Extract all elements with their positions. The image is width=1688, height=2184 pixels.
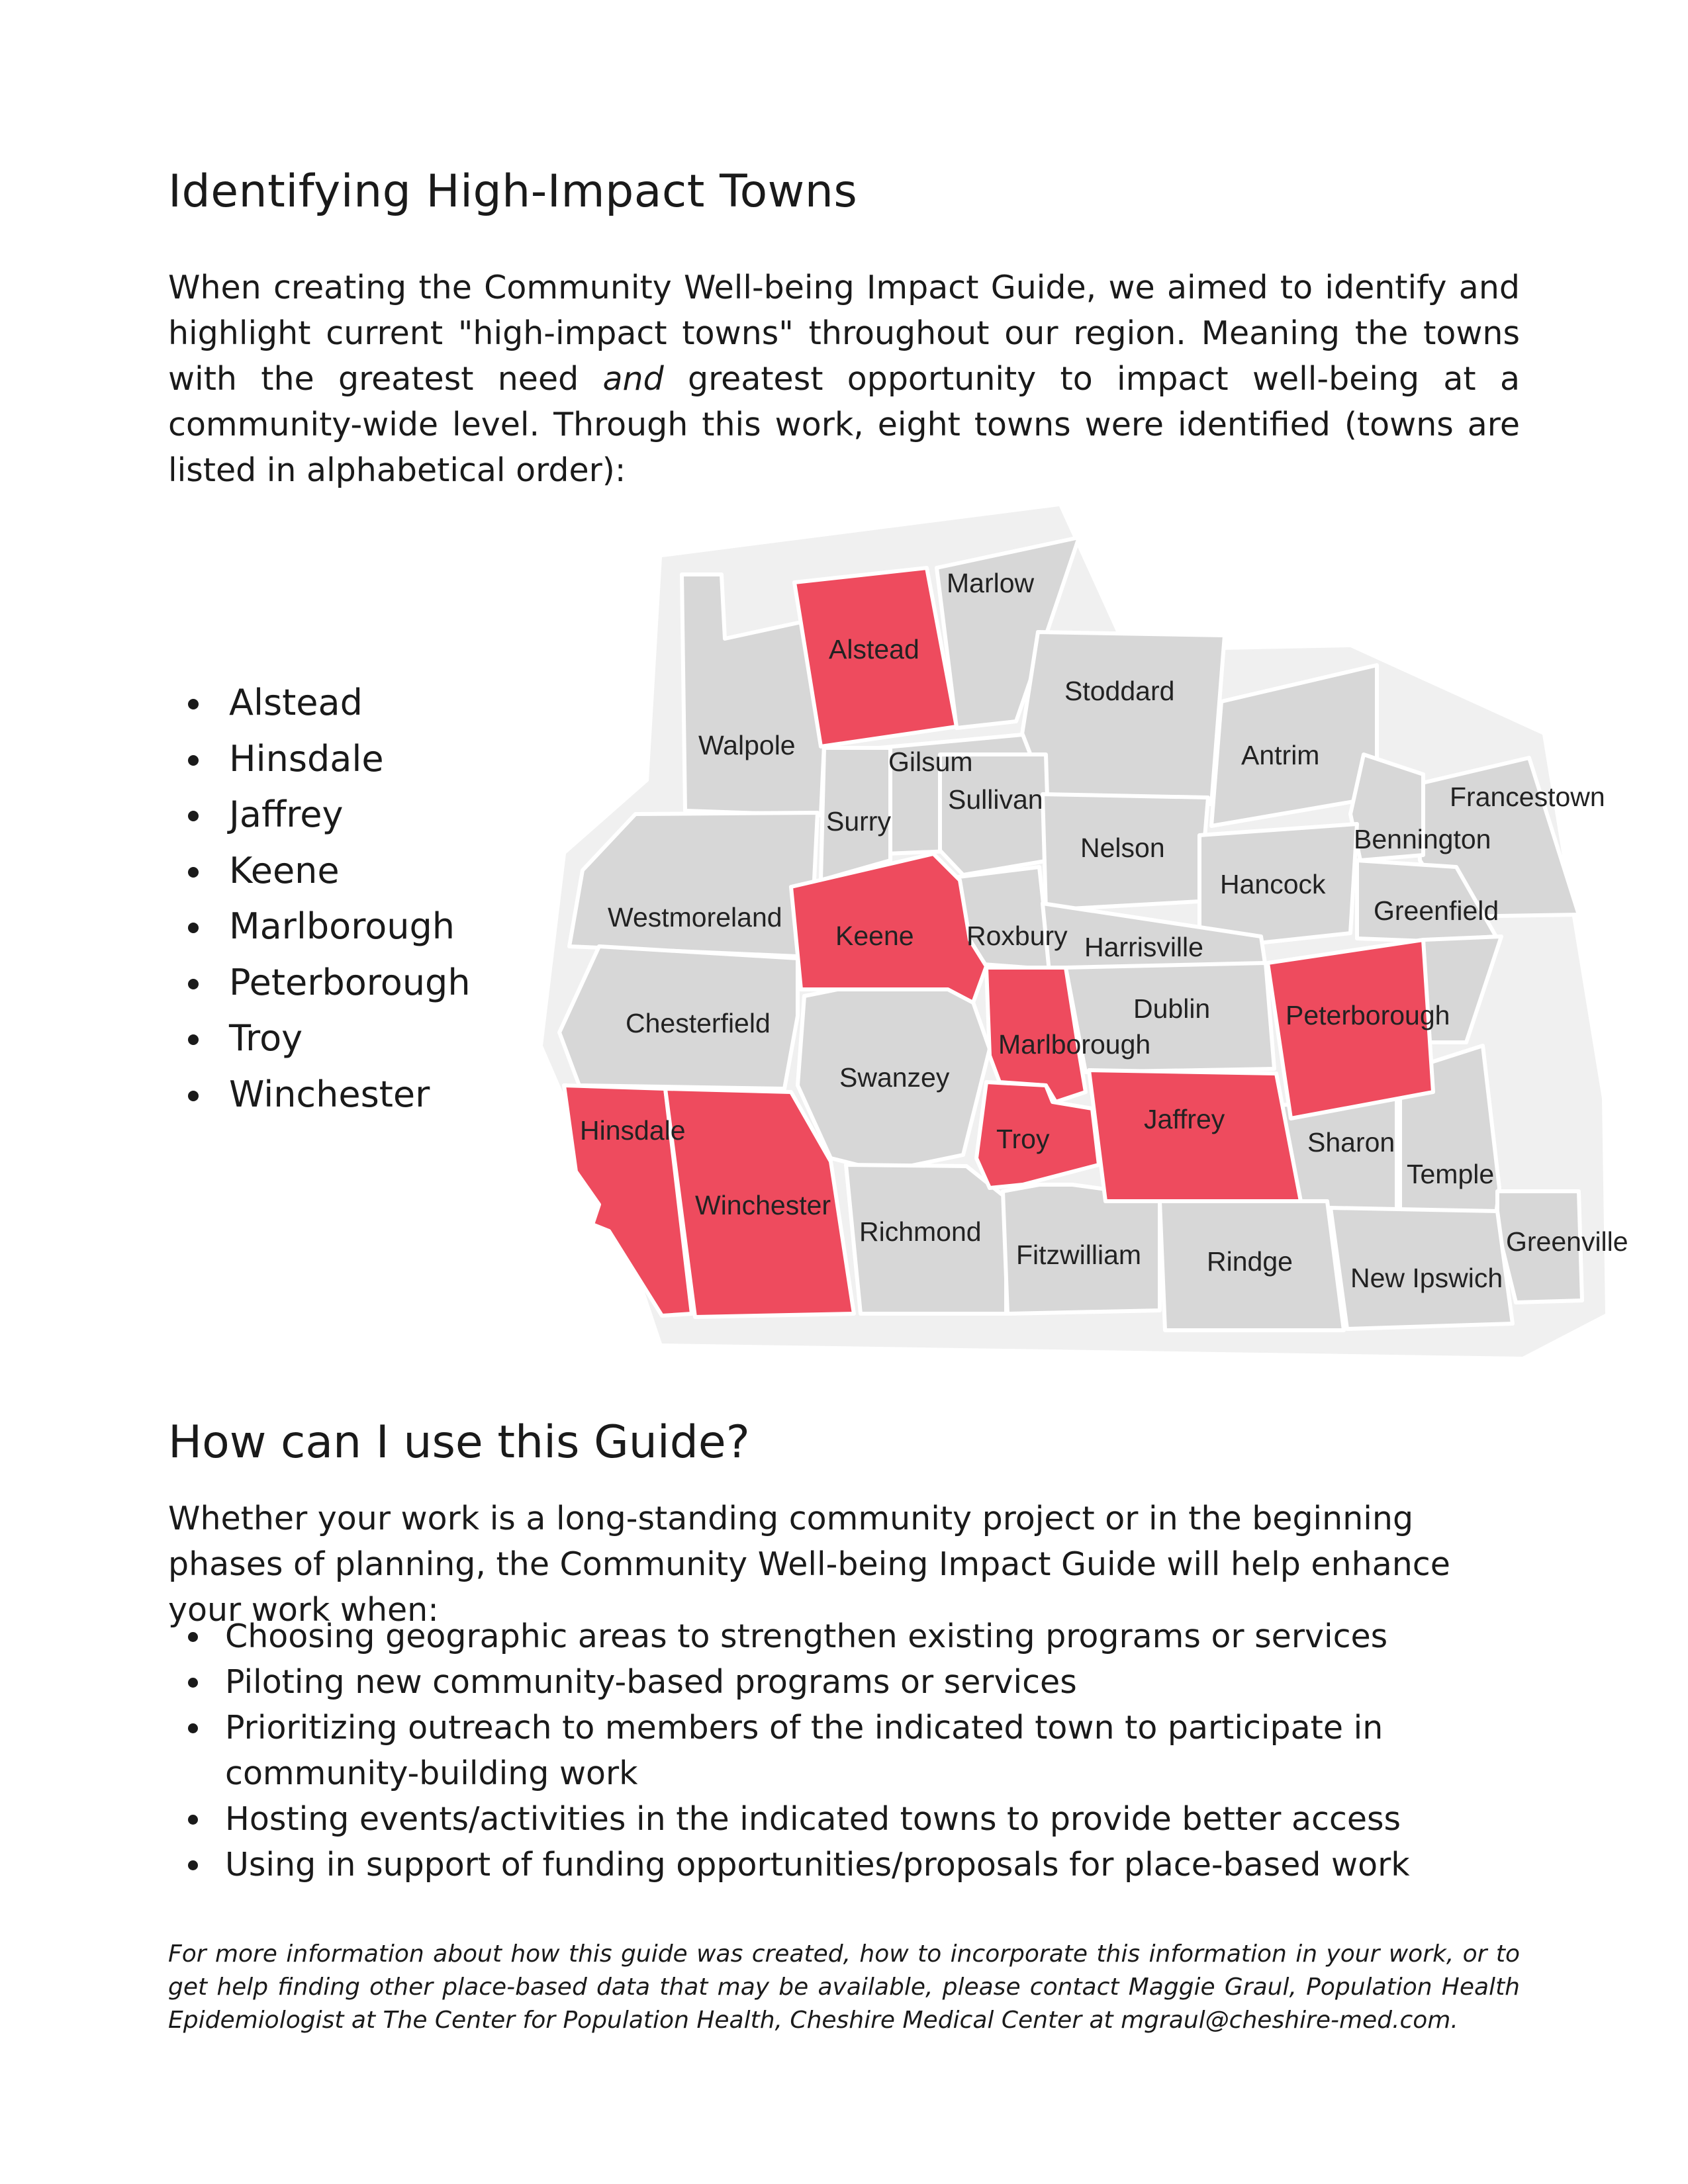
map-label-roxbury: Roxbury bbox=[966, 921, 1068, 951]
map-label-keene: Keene bbox=[835, 921, 914, 951]
map-town-jaffrey[interactable] bbox=[1089, 1070, 1301, 1201]
map-label-nelson: Nelson bbox=[1080, 833, 1165, 863]
map-label-rindge: Rindge bbox=[1207, 1246, 1293, 1277]
use-list-item: Prioritizing outreach to members of the indicated town to participate in community-building work bbox=[168, 1705, 1520, 1796]
town-list-item: Marlborough bbox=[168, 899, 471, 955]
intro-paragraph bbox=[168, 265, 1520, 493]
map-label-gilsum: Gilsum bbox=[888, 747, 973, 777]
map-label-sullivan: Sullivan bbox=[948, 784, 1043, 815]
map-label-swanzey: Swanzey bbox=[839, 1062, 950, 1093]
map-label-winchester: Winchester bbox=[695, 1190, 831, 1220]
map-label-greenville: Greenville bbox=[1506, 1226, 1628, 1257]
map-label-bennington: Bennington bbox=[1354, 824, 1491, 854]
intro-text-1: When creating the Community Well-being Impact Guide, we aimed to identify and highlight current "high-impact towns" throughout our region. Meaning the towns with the greatest need bbox=[168, 269, 1520, 398]
map-label-hancock: Hancock bbox=[1220, 869, 1326, 899]
town-list-item: Hinsdale bbox=[168, 731, 471, 788]
map-label-peterborough: Peterborough bbox=[1286, 1000, 1450, 1030]
map-label-dublin: Dublin bbox=[1133, 993, 1211, 1024]
town-list-item: Troy bbox=[168, 1011, 471, 1067]
map-label-surry: Surry bbox=[826, 806, 891, 837]
use-list-item: Using in support of funding opportunities/proposals for place-based work bbox=[168, 1842, 1520, 1888]
use-list-item: Choosing geographic areas to strengthen existing programs or services bbox=[168, 1614, 1520, 1659]
contact-footnote: For more information about how this guide was created, how to incorporate this information in your work, or to get help finding other place-based data that may be available, please contact Maggie Graul, Population Health Epidemiologist at The Center for Population Health, Cheshire Medical Center at mgraul@cheshire-med.com. bbox=[168, 1940, 1520, 2034]
map-label-sharon: Sharon bbox=[1307, 1127, 1395, 1158]
map-label-stoddard: Stoddard bbox=[1064, 676, 1175, 706]
map-label-marlborough: Marlborough bbox=[998, 1029, 1151, 1060]
intro-emphasis: and bbox=[602, 360, 664, 398]
town-list-item: Peterborough bbox=[168, 955, 471, 1011]
guide-use-list bbox=[168, 1614, 1520, 1888]
section-title-guide-use: How can I use this Guide? bbox=[168, 1416, 750, 1469]
map-label-alstead: Alstead bbox=[829, 634, 919, 664]
map-label-antrim: Antrim bbox=[1241, 740, 1320, 770]
town-list-item: Alstead bbox=[168, 675, 471, 731]
map-label-westmoreland: Westmoreland bbox=[608, 902, 782, 933]
map-label-troy: Troy bbox=[996, 1124, 1050, 1154]
map-label-jaffrey: Jaffrey bbox=[1144, 1104, 1225, 1134]
intro-text-2: greatest opportunity to impact well-being at a community-wide level. Through this work, eight towns were identified (towns are listed in alphabetical order): bbox=[168, 360, 1520, 489]
map-label-hinsdale: Hinsdale bbox=[580, 1115, 686, 1146]
map-label-francestown: Francestown bbox=[1450, 782, 1605, 812]
map-label-harrisville: Harrisville bbox=[1084, 932, 1203, 962]
town-list-item: Keene bbox=[168, 843, 471, 899]
map-label-chesterfield: Chesterfield bbox=[626, 1008, 771, 1038]
region-map bbox=[530, 503, 1642, 1377]
use-list-item: Piloting new community-based programs or services bbox=[168, 1659, 1520, 1705]
guide-use-intro: Whether your work is a long-standing community project or in the beginning phases of planning, the Community Well-being Impact Guide will help enhance your work when: bbox=[168, 1500, 1450, 1629]
map-label-new-ipswich: New Ipswich bbox=[1350, 1263, 1503, 1293]
map-label-temple: Temple bbox=[1407, 1159, 1495, 1189]
use-list-item: Hosting events/activities in the indicated towns to provide better access bbox=[168, 1796, 1520, 1842]
town-list-item: Winchester bbox=[168, 1067, 471, 1123]
high-impact-towns-list bbox=[168, 675, 471, 1122]
map-label-fitzwilliam: Fitzwilliam bbox=[1016, 1240, 1142, 1270]
map-label-marlow: Marlow bbox=[947, 568, 1035, 598]
map-label-richmond: Richmond bbox=[859, 1216, 982, 1247]
map-town-stoddard bbox=[1019, 632, 1225, 804]
page-title: Identifying High-Impact Towns bbox=[168, 165, 858, 218]
map-label-greenfield: Greenfield bbox=[1374, 895, 1499, 926]
town-list-item: Jaffrey bbox=[168, 787, 471, 843]
map-label-walpole: Walpole bbox=[698, 730, 796, 760]
